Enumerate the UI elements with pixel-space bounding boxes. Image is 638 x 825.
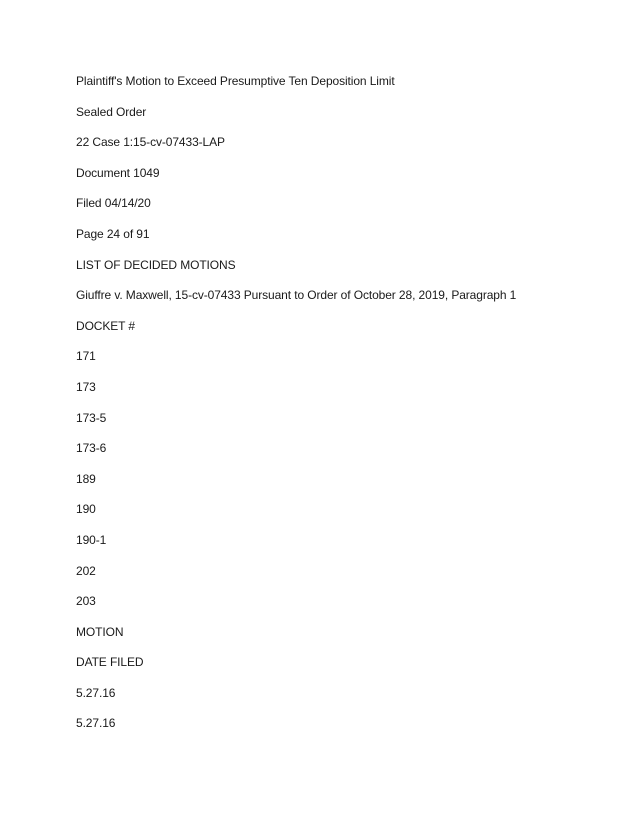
list-heading-line: LIST OF DECIDED MOTIONS <box>76 257 236 272</box>
docket-header-line: DOCKET # <box>76 318 135 333</box>
docket-entry-line: 202 <box>76 563 96 578</box>
docket-entry-line: 173 <box>76 379 96 394</box>
docket-entry-line: 189 <box>76 471 96 486</box>
docket-entry-line: 171 <box>76 349 96 364</box>
date-entry-line: 5.27.16 <box>76 716 116 731</box>
date-entry-line: 5.27.16 <box>76 685 116 700</box>
docket-entry-line: 190 <box>76 502 96 517</box>
document-number-line: Document 1049 <box>76 165 160 180</box>
filed-date-line: Filed 04/14/20 <box>76 196 151 211</box>
date-filed-header-line: DATE FILED <box>76 655 144 670</box>
case-number-line: 22 Case 1:15-cv-07433-LAP <box>76 135 225 150</box>
sealed-order-line: Sealed Order <box>76 104 147 119</box>
motion-header-line: MOTION <box>76 624 124 639</box>
docket-entry-line: 173-6 <box>76 441 107 456</box>
docket-entry-line: 203 <box>76 594 96 609</box>
docket-entry-line: 173-5 <box>76 410 107 425</box>
case-caption-line: Giuffre v. Maxwell, 15-cv-07433 Pursuant to Order of October 28, 2019, Paragraph 1 <box>76 288 517 303</box>
motion-title-line: Plaintiff's Motion to Exceed Presumptive Ten Deposition Limit <box>76 74 395 88</box>
document-text <box>76 73 616 746</box>
page-number-line: Page 24 of 91 <box>76 226 150 241</box>
docket-entry-line: 190-1 <box>76 532 107 547</box>
